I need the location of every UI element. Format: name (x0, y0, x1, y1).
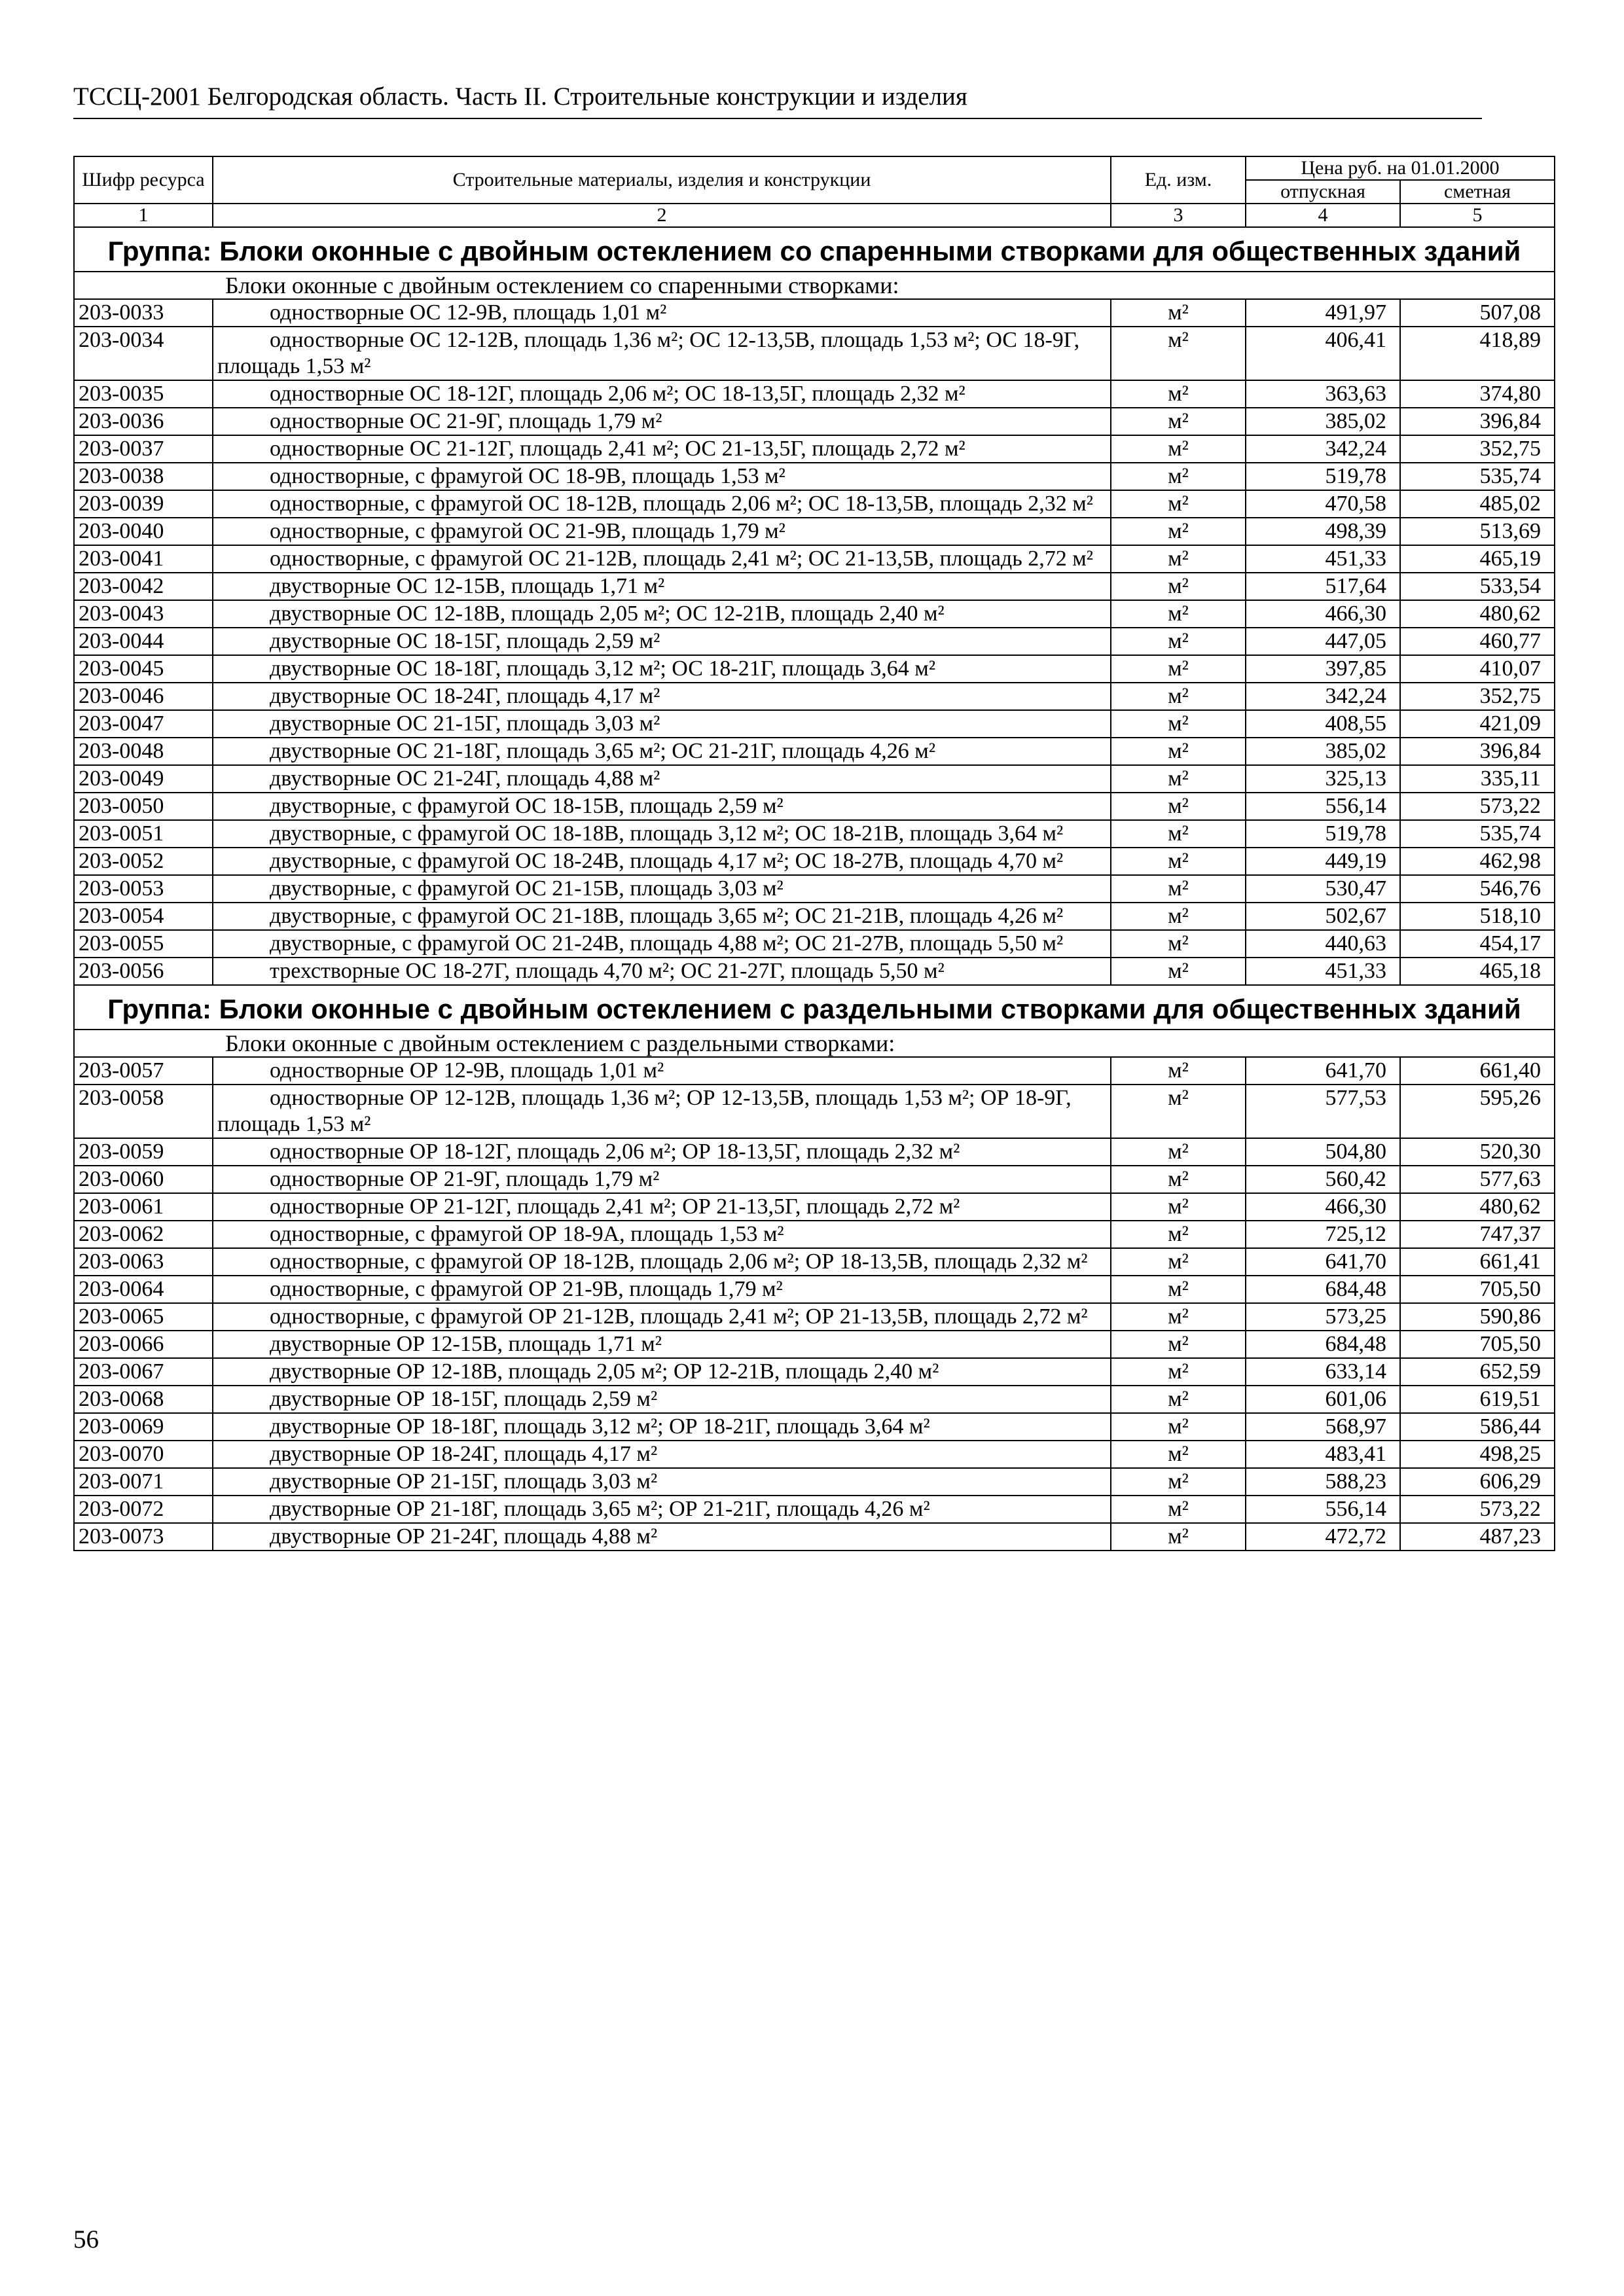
material-name: двустворные ОР 18-24Г, площадь 4,17 м² (213, 1441, 1111, 1468)
resource-code: 203-0033 (74, 299, 213, 327)
material-name: двустворные ОР 21-15Г, площадь 3,03 м² (213, 1468, 1111, 1496)
header-unit: Ед. изм. (1111, 156, 1246, 204)
unit-of-measure: м² (1111, 683, 1246, 710)
material-name: двустворные ОР 21-18Г, площадь 3,65 м²; ОР 21-21Г, площадь 4,26 м² (213, 1496, 1111, 1523)
unit-of-measure: м² (1111, 1138, 1246, 1166)
unit-of-measure: м² (1111, 545, 1246, 573)
material-name: одностворные, с фрамугой ОР 21-12В, площадь 2,41 м²; ОР 21-13,5В, площадь 2,72 м² (213, 1303, 1111, 1331)
estimate-price: 480,62 (1400, 1193, 1555, 1221)
estimate-price: 498,25 (1400, 1441, 1555, 1468)
unit-of-measure: м² (1111, 408, 1246, 435)
release-price: 588,23 (1246, 1468, 1400, 1496)
resource-code: 203-0044 (74, 628, 213, 655)
material-name: одностворные, с фрамугой ОС 21-9В, площадь 1,79 м² (213, 518, 1111, 545)
title-divider (73, 118, 1482, 119)
unit-of-measure: м² (1111, 628, 1246, 655)
table-row (74, 1386, 1555, 1413)
release-price: 641,70 (1246, 1248, 1400, 1276)
resource-code: 203-0038 (74, 463, 213, 490)
release-price: 466,30 (1246, 600, 1400, 628)
unit-of-measure: м² (1111, 1496, 1246, 1523)
resource-code: 203-0034 (74, 327, 213, 380)
release-price: 517,64 (1246, 573, 1400, 600)
release-price: 684,48 (1246, 1276, 1400, 1303)
unit-of-measure: м² (1111, 765, 1246, 793)
release-price: 449,19 (1246, 848, 1400, 875)
estimate-price: 485,02 (1400, 490, 1555, 518)
material-name: двустворные, с фрамугой ОС 21-18В, площадь 3,65 м²; ОС 21-21В, площадь 4,26 м² (213, 903, 1111, 930)
resource-code: 203-0062 (74, 1221, 213, 1248)
unit-of-measure: м² (1111, 1248, 1246, 1276)
resource-code: 203-0043 (74, 600, 213, 628)
release-price: 530,47 (1246, 875, 1400, 903)
table-row (74, 820, 1555, 848)
resource-code: 203-0035 (74, 380, 213, 408)
release-price: 601,06 (1246, 1386, 1400, 1413)
release-price: 577,53 (1246, 1085, 1400, 1138)
unit-of-measure: м² (1111, 380, 1246, 408)
estimate-price: 374,80 (1400, 380, 1555, 408)
resource-code: 203-0056 (74, 958, 213, 985)
unit-of-measure: м² (1111, 518, 1246, 545)
release-price: 342,24 (1246, 435, 1400, 463)
estimate-price: 747,37 (1400, 1221, 1555, 1248)
resource-code: 203-0051 (74, 820, 213, 848)
table-row (74, 1057, 1555, 1085)
group-title: Группа: Блоки оконные с двойным остеклением со спаренными створками для общественных зданий (74, 227, 1555, 272)
estimate-price: 595,26 (1400, 1085, 1555, 1138)
unit-of-measure: м² (1111, 820, 1246, 848)
group-subtitle: Блоки оконные с двойным остеклением с раздельными створками: (74, 1030, 1555, 1057)
table-row (74, 299, 1555, 327)
estimate-price: 418,89 (1400, 327, 1555, 380)
release-price: 573,25 (1246, 1303, 1400, 1331)
unit-of-measure: м² (1111, 1166, 1246, 1193)
resource-code: 203-0048 (74, 738, 213, 765)
resource-code: 203-0063 (74, 1248, 213, 1276)
material-name: одностворные ОР 18-12Г, площадь 2,06 м²; ОР 18-13,5Г, площадь 2,32 м² (213, 1138, 1111, 1166)
resource-code: 203-0052 (74, 848, 213, 875)
table-row (74, 903, 1555, 930)
estimate-price: 535,74 (1400, 820, 1555, 848)
resource-code: 203-0070 (74, 1441, 213, 1468)
resource-code: 203-0067 (74, 1358, 213, 1386)
release-price: 502,67 (1246, 903, 1400, 930)
material-name: двустворные, с фрамугой ОС 21-24В, площадь 4,88 м²; ОС 21-27В, площадь 5,50 м² (213, 930, 1111, 958)
price-table (73, 156, 1555, 1551)
material-name: одностворные ОР 21-12Г, площадь 2,41 м²; ОР 21-13,5Г, площадь 2,72 м² (213, 1193, 1111, 1221)
material-name: одностворные ОР 12-9В, площадь 1,01 м² (213, 1057, 1111, 1085)
release-price: 397,85 (1246, 655, 1400, 683)
table-row (74, 793, 1555, 820)
estimate-price: 396,84 (1400, 738, 1555, 765)
table-row (74, 435, 1555, 463)
material-name: одностворные ОС 12-12В, площадь 1,36 м²; ОС 12-13,5В, площадь 1,53 м²; ОС 18-9Г, площадь 1,53 м² (213, 327, 1111, 380)
release-price: 406,41 (1246, 327, 1400, 380)
table-row (74, 518, 1555, 545)
release-price: 440,63 (1246, 930, 1400, 958)
release-price: 470,58 (1246, 490, 1400, 518)
resource-code: 203-0041 (74, 545, 213, 573)
estimate-price: 573,22 (1400, 1496, 1555, 1523)
estimate-price: 421,09 (1400, 710, 1555, 738)
unit-of-measure: м² (1111, 600, 1246, 628)
estimate-price: 590,86 (1400, 1303, 1555, 1331)
table-row (74, 1523, 1555, 1551)
unit-of-measure: м² (1111, 793, 1246, 820)
table-row (74, 1221, 1555, 1248)
resource-code: 203-0068 (74, 1386, 213, 1413)
resource-code: 203-0053 (74, 875, 213, 903)
resource-code: 203-0036 (74, 408, 213, 435)
table-row (74, 765, 1555, 793)
unit-of-measure: м² (1111, 1468, 1246, 1496)
table-row (74, 327, 1555, 380)
table-row (74, 1441, 1555, 1468)
estimate-price: 606,29 (1400, 1468, 1555, 1496)
estimate-price: 652,59 (1400, 1358, 1555, 1386)
estimate-price: 396,84 (1400, 408, 1555, 435)
unit-of-measure: м² (1111, 958, 1246, 985)
unit-of-measure: м² (1111, 1331, 1246, 1358)
material-name: одностворные, с фрамугой ОР 18-9А, площадь 1,53 м² (213, 1221, 1111, 1248)
material-name: двустворные ОР 12-18В, площадь 2,05 м²; ОР 12-21В, площадь 2,40 м² (213, 1358, 1111, 1386)
resource-code: 203-0037 (74, 435, 213, 463)
unit-of-measure: м² (1111, 875, 1246, 903)
estimate-price: 533,54 (1400, 573, 1555, 600)
estimate-price: 705,50 (1400, 1276, 1555, 1303)
release-price: 491,97 (1246, 299, 1400, 327)
table-row (74, 848, 1555, 875)
estimate-price: 518,10 (1400, 903, 1555, 930)
release-price: 498,39 (1246, 518, 1400, 545)
table-row (74, 1331, 1555, 1358)
column-number: 2 (213, 204, 1111, 227)
release-price: 451,33 (1246, 545, 1400, 573)
group-title-row (74, 227, 1555, 272)
estimate-price: 546,76 (1400, 875, 1555, 903)
estimate-price: 661,41 (1400, 1248, 1555, 1276)
material-name: одностворные, с фрамугой ОР 18-12В, площадь 2,06 м²; ОР 18-13,5В, площадь 2,32 м² (213, 1248, 1111, 1276)
release-price: 466,30 (1246, 1193, 1400, 1221)
material-name: двустворные ОС 18-24Г, площадь 4,17 м² (213, 683, 1111, 710)
table-row (74, 1085, 1555, 1138)
group-title: Группа: Блоки оконные с двойным остеклением с раздельными створками для общественных зданий (74, 985, 1555, 1030)
page-number: 56 (73, 2225, 99, 2253)
table-row (74, 463, 1555, 490)
column-number-row (74, 204, 1555, 227)
table-row (74, 1468, 1555, 1496)
resource-code: 203-0049 (74, 765, 213, 793)
estimate-price: 661,40 (1400, 1057, 1555, 1085)
resource-code: 203-0061 (74, 1193, 213, 1221)
unit-of-measure: м² (1111, 1085, 1246, 1138)
table-row (74, 1248, 1555, 1276)
release-price: 385,02 (1246, 408, 1400, 435)
release-price: 325,13 (1246, 765, 1400, 793)
material-name: двустворные, с фрамугой ОС 18-18В, площадь 3,12 м²; ОС 18-21В, площадь 3,64 м² (213, 820, 1111, 848)
release-price: 363,63 (1246, 380, 1400, 408)
resource-code: 203-0040 (74, 518, 213, 545)
price-table-body (74, 156, 1555, 1551)
estimate-price: 335,11 (1400, 765, 1555, 793)
table-row (74, 710, 1555, 738)
table-row (74, 545, 1555, 573)
resource-code: 203-0069 (74, 1413, 213, 1441)
table-row (74, 1276, 1555, 1303)
unit-of-measure: м² (1111, 710, 1246, 738)
header-code: Шифр ресурса (74, 156, 213, 204)
table-row (74, 738, 1555, 765)
material-name: двустворные ОС 12-15В, площадь 1,71 м² (213, 573, 1111, 600)
table-row (74, 1138, 1555, 1166)
group-title-row (74, 985, 1555, 1030)
table-row (74, 655, 1555, 683)
estimate-price: 480,62 (1400, 600, 1555, 628)
material-name: одностворные, с фрамугой ОС 18-12В, площадь 2,06 м²; ОС 18-13,5В, площадь 2,32 м² (213, 490, 1111, 518)
unit-of-measure: м² (1111, 655, 1246, 683)
release-price: 684,48 (1246, 1331, 1400, 1358)
material-name: одностворные ОР 12-12В, площадь 1,36 м²; ОР 12-13,5В, площадь 1,53 м²; ОР 18-9Г, площадь 1,53 м² (213, 1085, 1111, 1138)
release-price: 560,42 (1246, 1166, 1400, 1193)
estimate-price: 513,69 (1400, 518, 1555, 545)
material-name: одностворные ОС 21-12Г, площадь 2,41 м²; ОС 21-13,5Г, площадь 2,72 м² (213, 435, 1111, 463)
resource-code: 203-0057 (74, 1057, 213, 1085)
unit-of-measure: м² (1111, 1523, 1246, 1551)
resource-code: 203-0042 (74, 573, 213, 600)
estimate-price: 454,17 (1400, 930, 1555, 958)
material-name: двустворные ОР 18-18Г, площадь 3,12 м²; ОР 18-21Г, площадь 3,64 м² (213, 1413, 1111, 1441)
table-row (74, 683, 1555, 710)
unit-of-measure: м² (1111, 1358, 1246, 1386)
estimate-price: 619,51 (1400, 1386, 1555, 1413)
release-price: 385,02 (1246, 738, 1400, 765)
release-price: 408,55 (1246, 710, 1400, 738)
unit-of-measure: м² (1111, 463, 1246, 490)
unit-of-measure: м² (1111, 1413, 1246, 1441)
material-name: двустворные ОР 21-24Г, площадь 4,88 м² (213, 1523, 1111, 1551)
estimate-price: 465,18 (1400, 958, 1555, 985)
resource-code: 203-0073 (74, 1523, 213, 1551)
table-row (74, 380, 1555, 408)
table-row (74, 1496, 1555, 1523)
table-row (74, 1193, 1555, 1221)
table-header-row (74, 156, 1555, 180)
estimate-price: 460,77 (1400, 628, 1555, 655)
table-row (74, 1166, 1555, 1193)
column-number: 5 (1400, 204, 1555, 227)
release-price: 472,72 (1246, 1523, 1400, 1551)
resource-code: 203-0066 (74, 1331, 213, 1358)
resource-code: 203-0039 (74, 490, 213, 518)
material-name: одностворные ОР 21-9Г, площадь 1,79 м² (213, 1166, 1111, 1193)
release-price: 641,70 (1246, 1057, 1400, 1085)
unit-of-measure: м² (1111, 1193, 1246, 1221)
unit-of-measure: м² (1111, 1221, 1246, 1248)
material-name: двустворные ОР 18-15Г, площадь 2,59 м² (213, 1386, 1111, 1413)
material-name: одностворные ОС 12-9В, площадь 1,01 м² (213, 299, 1111, 327)
unit-of-measure: м² (1111, 930, 1246, 958)
resource-code: 203-0047 (74, 710, 213, 738)
material-name: одностворные ОС 18-12Г, площадь 2,06 м²; ОС 18-13,5Г, площадь 2,32 м² (213, 380, 1111, 408)
unit-of-measure: м² (1111, 903, 1246, 930)
resource-code: 203-0054 (74, 903, 213, 930)
unit-of-measure: м² (1111, 738, 1246, 765)
table-row (74, 930, 1555, 958)
unit-of-measure: м² (1111, 573, 1246, 600)
material-name: двустворные ОС 21-24Г, площадь 4,88 м² (213, 765, 1111, 793)
release-price: 504,80 (1246, 1138, 1400, 1166)
estimate-price: 410,07 (1400, 655, 1555, 683)
estimate-price: 352,75 (1400, 683, 1555, 710)
release-price: 447,05 (1246, 628, 1400, 655)
unit-of-measure: м² (1111, 1057, 1246, 1085)
header-price: Цена руб. на 01.01.2000 (1246, 156, 1555, 180)
material-name: одностворные, с фрамугой ОС 21-12В, площадь 2,41 м²; ОС 21-13,5В, площадь 2,72 м² (213, 545, 1111, 573)
release-price: 556,14 (1246, 1496, 1400, 1523)
resource-code: 203-0060 (74, 1166, 213, 1193)
page-title: ТССЦ-2001 Белгородская область. Часть II. Строительные конструкции и изделия (73, 82, 967, 111)
estimate-price: 577,63 (1400, 1166, 1555, 1193)
material-name: одностворные, с фрамугой ОС 18-9В, площадь 1,53 м² (213, 463, 1111, 490)
unit-of-measure: м² (1111, 490, 1246, 518)
estimate-price: 535,74 (1400, 463, 1555, 490)
table-row (74, 573, 1555, 600)
unit-of-measure: м² (1111, 435, 1246, 463)
release-price: 451,33 (1246, 958, 1400, 985)
material-name: двустворные ОС 21-18Г, площадь 3,65 м²; ОС 21-21Г, площадь 4,26 м² (213, 738, 1111, 765)
table-row (74, 1358, 1555, 1386)
estimate-price: 507,08 (1400, 299, 1555, 327)
material-name: двустворные ОР 12-15В, площадь 1,71 м² (213, 1331, 1111, 1358)
table-row (74, 1303, 1555, 1331)
column-number: 4 (1246, 204, 1400, 227)
resource-code: 203-0065 (74, 1303, 213, 1331)
group-subtitle: Блоки оконные с двойным остеклением со спаренными створками: (74, 272, 1555, 299)
unit-of-measure: м² (1111, 848, 1246, 875)
table-row (74, 490, 1555, 518)
estimate-price: 487,23 (1400, 1523, 1555, 1551)
estimate-price: 705,50 (1400, 1331, 1555, 1358)
resource-code: 203-0058 (74, 1085, 213, 1138)
table-row (74, 958, 1555, 985)
material-name: двустворные ОС 18-15Г, площадь 2,59 м² (213, 628, 1111, 655)
material-name: одностворные, с фрамугой ОР 21-9В, площадь 1,79 м² (213, 1276, 1111, 1303)
material-name: двустворные, с фрамугой ОС 18-15В, площадь 2,59 м² (213, 793, 1111, 820)
estimate-price: 352,75 (1400, 435, 1555, 463)
header-estimate-price: сметная (1400, 180, 1555, 204)
resource-code: 203-0071 (74, 1468, 213, 1496)
table-row (74, 600, 1555, 628)
column-number: 1 (74, 204, 213, 227)
header-name: Строительные материалы, изделия и конструкции (213, 156, 1111, 204)
release-price: 519,78 (1246, 463, 1400, 490)
resource-code: 203-0046 (74, 683, 213, 710)
header-release-price: отпускная (1246, 180, 1400, 204)
column-number: 3 (1111, 204, 1246, 227)
material-name: трехстворные ОС 18-27Г, площадь 4,70 м²; ОС 21-27Г, площадь 5,50 м² (213, 958, 1111, 985)
resource-code: 203-0050 (74, 793, 213, 820)
table-row (74, 628, 1555, 655)
table-row (74, 1413, 1555, 1441)
resource-code: 203-0064 (74, 1276, 213, 1303)
table-row (74, 408, 1555, 435)
unit-of-measure: м² (1111, 299, 1246, 327)
material-name: двустворные ОС 21-15Г, площадь 3,03 м² (213, 710, 1111, 738)
resource-code: 203-0059 (74, 1138, 213, 1166)
material-name: двустворные ОС 18-18Г, площадь 3,12 м²; ОС 18-21Г, площадь 3,64 м² (213, 655, 1111, 683)
release-price: 568,97 (1246, 1413, 1400, 1441)
table-row (74, 875, 1555, 903)
estimate-price: 465,19 (1400, 545, 1555, 573)
unit-of-measure: м² (1111, 1276, 1246, 1303)
estimate-price: 520,30 (1400, 1138, 1555, 1166)
estimate-price: 586,44 (1400, 1413, 1555, 1441)
release-price: 483,41 (1246, 1441, 1400, 1468)
unit-of-measure: м² (1111, 1386, 1246, 1413)
unit-of-measure: м² (1111, 327, 1246, 380)
release-price: 725,12 (1246, 1221, 1400, 1248)
release-price: 556,14 (1246, 793, 1400, 820)
resource-code: 203-0045 (74, 655, 213, 683)
unit-of-measure: м² (1111, 1441, 1246, 1468)
estimate-price: 462,98 (1400, 848, 1555, 875)
release-price: 633,14 (1246, 1358, 1400, 1386)
group-subtitle-row (74, 1030, 1555, 1057)
resource-code: 203-0072 (74, 1496, 213, 1523)
material-name: одностворные ОС 21-9Г, площадь 1,79 м² (213, 408, 1111, 435)
group-subtitle-row (74, 272, 1555, 299)
unit-of-measure: м² (1111, 1303, 1246, 1331)
material-name: двустворные ОС 12-18В, площадь 2,05 м²; ОС 12-21В, площадь 2,40 м² (213, 600, 1111, 628)
resource-code: 203-0055 (74, 930, 213, 958)
material-name: двустворные, с фрамугой ОС 18-24В, площадь 4,17 м²; ОС 18-27В, площадь 4,70 м² (213, 848, 1111, 875)
material-name: двустворные, с фрамугой ОС 21-15В, площадь 3,03 м² (213, 875, 1111, 903)
release-price: 519,78 (1246, 820, 1400, 848)
release-price: 342,24 (1246, 683, 1400, 710)
estimate-price: 573,22 (1400, 793, 1555, 820)
